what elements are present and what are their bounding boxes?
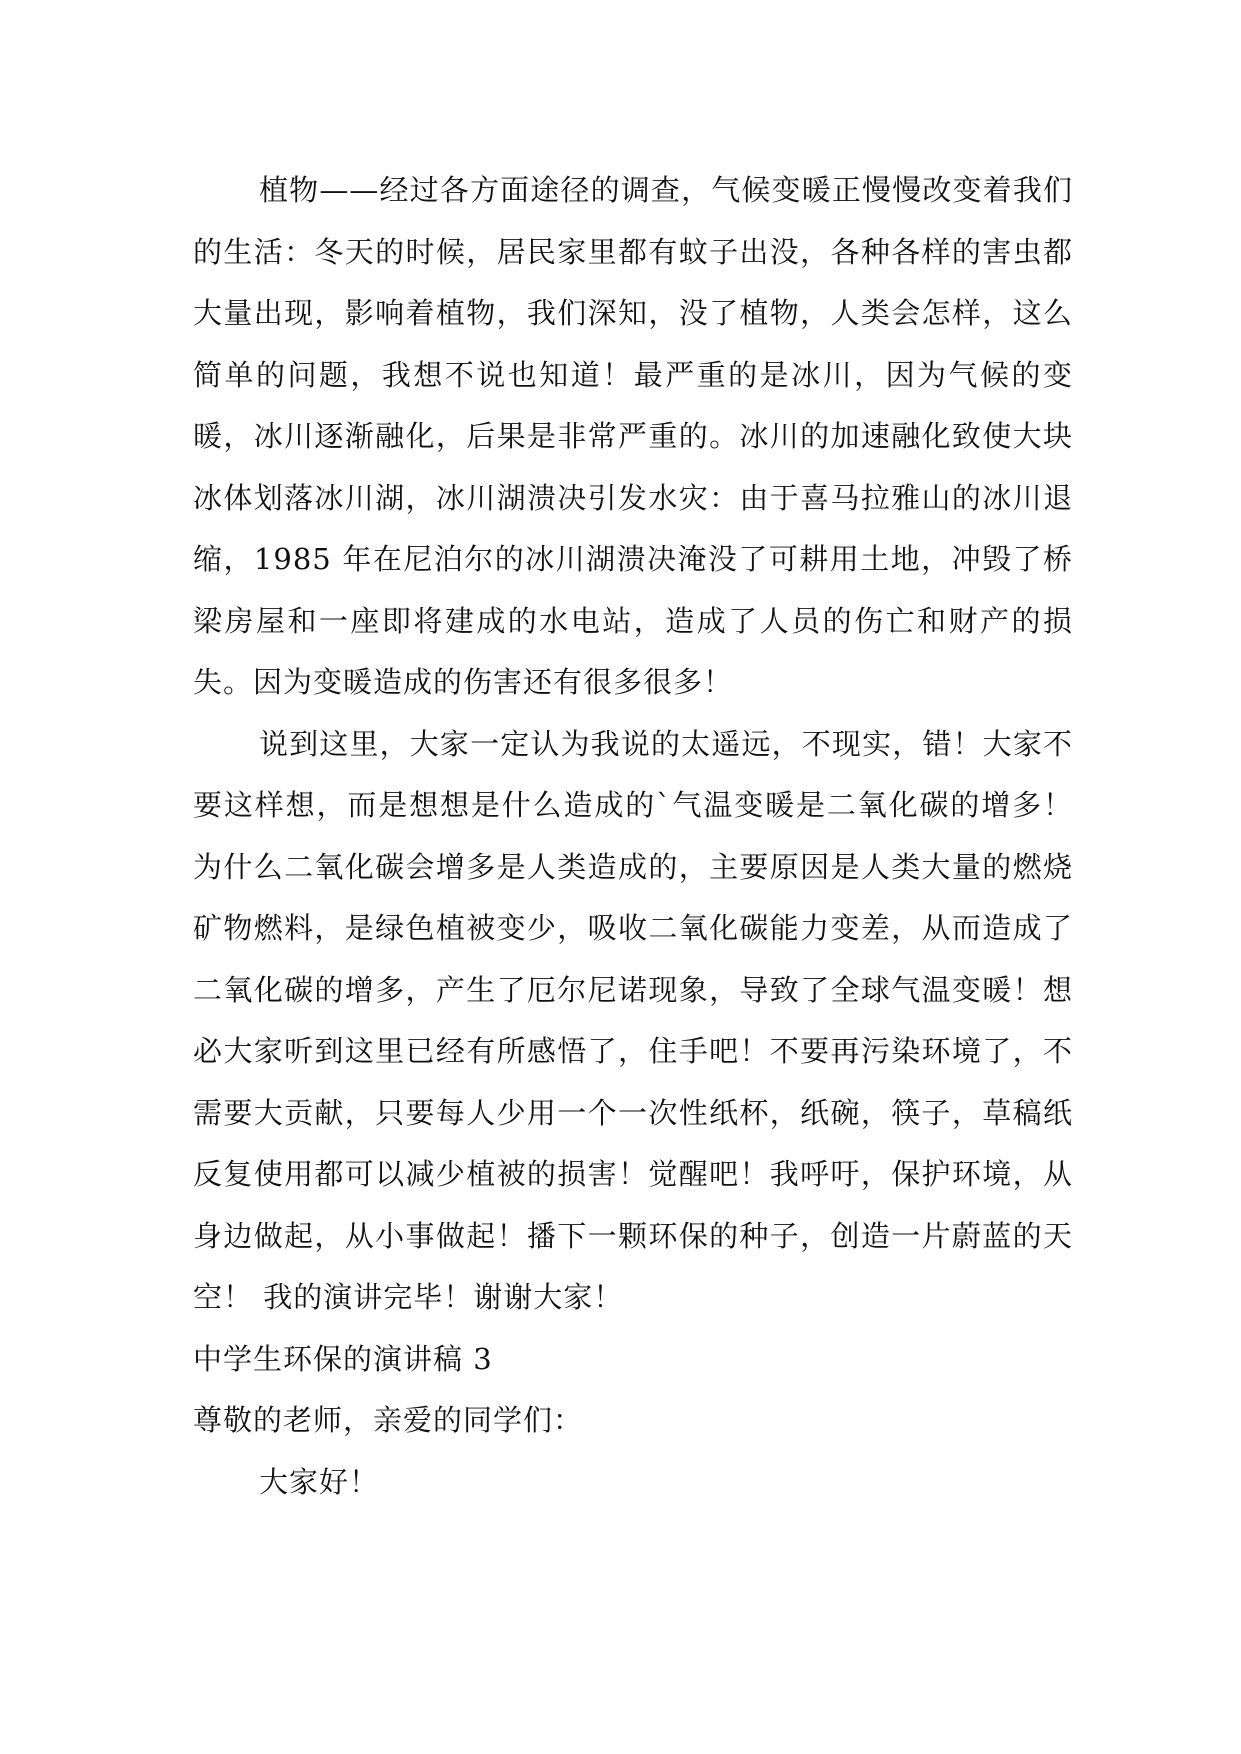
paragraph-call-to-action: 说到这里，大家一定认为我说的太遥远，不现实，错！大家不要这样想，而是想想是什么造成的`气温变暖是二氧化碳的增多！为什么二氧化碳会增多是人类造成的，主要原因是人类大量的燃烧矿物燃料，是绿色植被变少，吸收二氧化碳能力变差，从而造成了二氧化碳的增多，产生了厄尔尼诺现象，导致了全球气温变暖！想必大家听到这里已经有所感悟了，住手吧！不要再污染环境了，不需要大贡献，只要每人少用一个一次性纸杯，纸碗，筷子，草稿纸反复使用都可以减少植被的损害！觉醒吧！我呼吁，保护环境，从身边做起，从小事做起！播下一颗环保的种子，创造一片蔚蓝的天空！ 我的演讲完毕！谢谢大家！ [193, 726, 1073, 1314]
greeting: 大家好！ [259, 1464, 380, 1499]
salutation: 尊敬的老师，亲爱的同学们： [193, 1403, 584, 1437]
paragraph-climate-effects: 植物——经过各方面途径的调查，气候变暖正慢慢改变着我们的生活：冬天的时候，居民家里都有蚊子出没，各种各样的害虫都大量出现，影响着植物，我们深知，没了植物，人类会怎样，这么简单的问题，我想不说也知道！最严重的是冰川，因为气候的变暖，冰川逐渐融化，后果是非常严重的。冰川的加速融化致使大块冰体划落冰川湖，冰川湖溃决引发水灾：由于喜马拉雅山的冰川退缩，1985 年在尼泊尔的冰川湖溃决淹没了可耕用土地，冲毁了桥梁房屋和一座即将建成的水电站，造成了人员的伤亡和财产的损失。因为变暖造成的伤害还有很多很多！ [193, 173, 1073, 699]
speech-heading: 中学生环保的演讲稿 3 [193, 1341, 493, 1376]
document-page [193, 160, 1073, 1513]
